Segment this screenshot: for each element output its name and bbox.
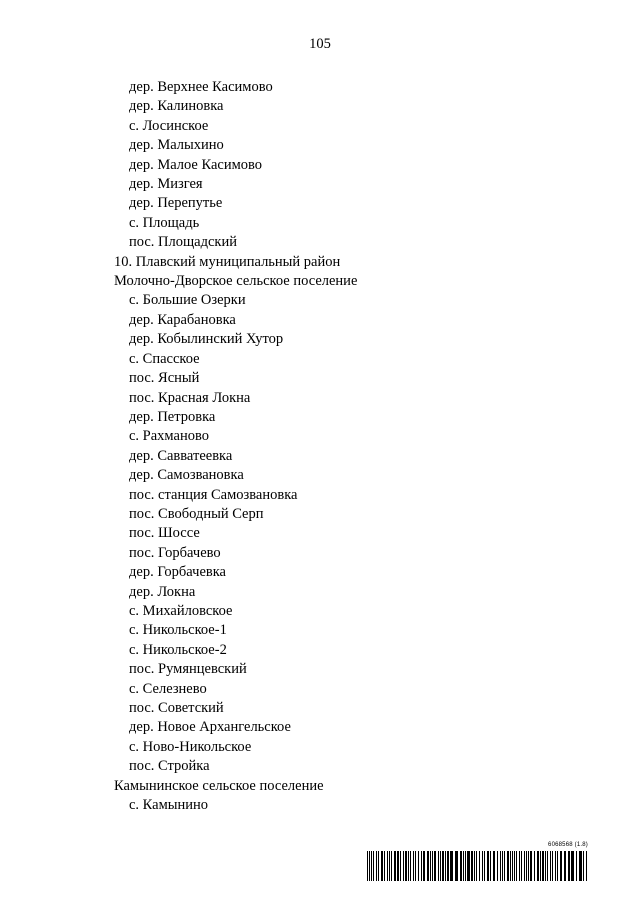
barcode-caption: 6068568 (1.8) <box>548 842 588 848</box>
barcode-bar <box>537 851 539 881</box>
barcode-bar <box>500 851 501 881</box>
barcode-bar <box>371 851 372 881</box>
barcode-bar <box>410 851 411 881</box>
barcode-bar <box>571 851 574 881</box>
settlement-entry: пос. Площадский <box>129 234 237 251</box>
barcode-bar <box>493 851 495 881</box>
barcode-bar <box>421 851 422 881</box>
barcode-bar <box>586 851 587 881</box>
settlement-entry: пос. Горбачево <box>129 544 221 561</box>
settlement-list <box>114 78 584 815</box>
barcode-bar <box>560 851 562 881</box>
barcode-bar <box>467 851 470 881</box>
settlement-entry: с. Рахманово <box>129 428 209 445</box>
settlement-entry: с. Никольское-1 <box>129 622 227 639</box>
barcode-bar <box>514 851 515 881</box>
barcode-bar <box>434 851 436 881</box>
barcode-bar <box>381 851 383 881</box>
barcode-bar <box>542 851 544 881</box>
barcode-bar <box>378 851 379 881</box>
settlement-entry: дер. Горбачевка <box>129 564 226 581</box>
barcode-bar <box>497 851 498 881</box>
barcode <box>366 842 590 888</box>
barcode-bar <box>545 851 546 881</box>
barcode-bar <box>391 851 392 881</box>
settlement-entry: дер. Мизгея <box>129 176 203 193</box>
barcode-bar <box>376 851 377 881</box>
settlement-entry: дер. Калиновка <box>129 98 224 115</box>
settlement-entry: с. Большие Озерки <box>129 292 246 309</box>
barcode-bar <box>534 851 535 881</box>
barcode-bar <box>540 851 541 881</box>
barcode-bar <box>389 851 390 881</box>
barcode-bar <box>438 851 439 881</box>
settlement-entry: пос. Шоссе <box>129 525 200 542</box>
settlement-entry: пос. Свободный Серп <box>129 505 264 522</box>
settlement-entry: с. Площадь <box>129 214 200 231</box>
settlement-entry: с. Михайловское <box>129 602 233 619</box>
barcode-bar <box>579 851 582 881</box>
barcode-bar <box>568 851 570 881</box>
barcode-bar <box>516 851 517 881</box>
settlement-entry: дер. Самозвановка <box>129 467 244 484</box>
barcode-bar <box>526 851 527 881</box>
settlement-entry: дер. Савватеевка <box>129 447 233 464</box>
section-heading: 10. Плавский муниципальный район <box>114 253 341 270</box>
settlement-entry: пос. Стройка <box>129 758 210 775</box>
settlement-entry: пос. станция Самозвановка <box>129 486 298 503</box>
barcode-bar <box>521 851 522 881</box>
barcode-bar <box>519 851 520 881</box>
barcode-bar <box>487 851 489 881</box>
barcode-bar <box>442 851 444 881</box>
section-heading: Камынинское сельское поселение <box>114 777 324 794</box>
settlement-entry: дер. Локна <box>129 583 196 600</box>
barcode-bar <box>384 851 385 881</box>
barcode-bar <box>413 851 414 881</box>
settlement-entry: дер. Малое Касимово <box>129 156 263 173</box>
barcode-bar <box>387 851 388 881</box>
barcode-bar <box>440 851 441 881</box>
barcode-bar <box>447 851 449 881</box>
barcode-bar <box>490 851 491 881</box>
barcode-icon <box>366 851 590 881</box>
barcode-bar <box>430 851 431 881</box>
barcode-bar <box>479 851 480 881</box>
barcode-bar <box>405 851 407 881</box>
barcode-bar <box>418 851 419 881</box>
barcode-bar <box>550 851 551 881</box>
barcode-bar <box>394 851 396 881</box>
settlement-entry: пос. Советский <box>129 700 224 716</box>
barcode-bar <box>530 851 532 881</box>
barcode-bar <box>547 851 548 881</box>
barcode-bar <box>564 851 566 881</box>
barcode-bar <box>463 851 464 881</box>
barcode-bar <box>367 851 368 881</box>
barcode-bar <box>504 851 505 881</box>
settlement-entry: пос. Ясный <box>129 370 200 387</box>
barcode-bar <box>400 851 401 881</box>
barcode-bar <box>373 851 374 881</box>
settlement-entry: с. Никольское-2 <box>129 641 227 658</box>
barcode-bar <box>557 851 558 881</box>
settlement-entry: с. Лосинское <box>129 117 209 134</box>
settlement-entry: дер. Верхнее Касимово <box>129 79 273 95</box>
settlement-entry: пос. Румянцевский <box>129 661 247 678</box>
barcode-bar <box>415 851 416 881</box>
settlement-entry: дер. Карабановка <box>129 311 236 328</box>
barcode-bar <box>576 851 577 881</box>
settlement-entry: с. Селезнево <box>129 680 207 697</box>
settlement-entry: дер. Перепутье <box>129 195 223 212</box>
barcode-bar <box>397 851 399 881</box>
settlement-entry: с. Спасское <box>129 350 200 367</box>
barcode-bar <box>455 851 458 881</box>
barcode-bar <box>512 851 513 881</box>
barcode-bar <box>465 851 466 881</box>
page-number: 105 <box>309 36 331 52</box>
barcode-bar <box>482 851 483 881</box>
barcode-bar <box>432 851 433 881</box>
settlement-entry: дер. Малыхино <box>129 137 224 154</box>
barcode-bar <box>524 851 525 881</box>
settlement-entry: с. Ново-Никольское <box>129 738 252 755</box>
barcode-bar <box>555 851 556 881</box>
barcode-bar <box>471 851 473 881</box>
settlement-entry: дер. Кобылинский Хутор <box>129 331 284 348</box>
barcode-bar <box>403 851 404 881</box>
barcode-bar <box>408 851 409 881</box>
barcode-bar <box>552 851 553 881</box>
barcode-bar <box>450 851 453 881</box>
settlement-entry: дер. Новое Архангельское <box>129 719 291 736</box>
settlement-entry: с. Камынино <box>129 797 209 814</box>
barcode-bar <box>460 851 462 881</box>
barcode-bar <box>528 851 529 881</box>
settlement-entry: пос. Красная Локна <box>129 389 251 406</box>
barcode-bar <box>445 851 446 881</box>
barcode-bar <box>510 851 511 881</box>
barcode-bar <box>423 851 425 881</box>
section-heading: Молочно-Дворское сельское поселение <box>114 273 358 290</box>
settlement-entry: дер. Петровка <box>129 408 216 425</box>
barcode-bar <box>484 851 485 881</box>
barcode-bar <box>369 851 370 881</box>
barcode-bar <box>502 851 503 881</box>
barcode-bar <box>474 851 475 881</box>
barcode-bar <box>507 851 509 881</box>
barcode-bar <box>583 851 584 881</box>
barcode-bar <box>427 851 429 881</box>
barcode-bar <box>476 851 477 881</box>
